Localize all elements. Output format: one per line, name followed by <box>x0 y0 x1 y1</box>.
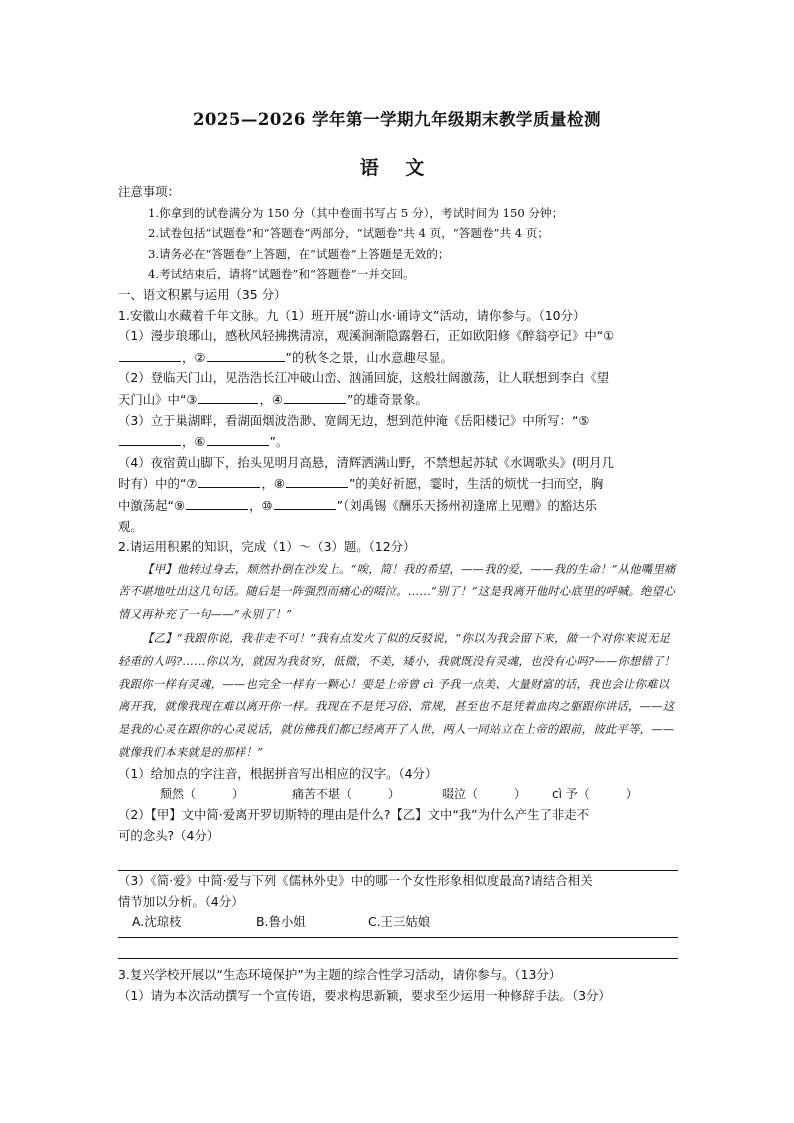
exam-title: 2025—2026 学年第一学期九年级期末教学质量检测 <box>192 110 602 129</box>
question-1-intro: 1.安徽山水藏着千年文脉。九（1）班开展“游山水·诵诗文”活动，请你参与。（10分） <box>118 307 586 323</box>
answer-blank[interactable] <box>198 389 258 404</box>
q1-part4-line3: 中激荡起“⑨ ，⑩ ”（刘禹锡《酬乐天扬州初逢席上见赠》的豁达乐 <box>118 495 678 517</box>
pinyin-item[interactable]: 痛苦不堪（ ） <box>292 787 401 802</box>
q3-sub1: （1）请为本次活动撰写一个宣传语，要求构思新颖，要求至少运用一种修辞手法。（3分） <box>118 987 611 1003</box>
answer-line[interactable] <box>118 938 678 959</box>
q1-part2-line1: （2）登临天门山，见浩浩长江冲破山峦、汹涌回旋，这般壮阔激荡，让人联想到李白《望 <box>118 370 610 386</box>
pinyin-item[interactable]: 颓然（ ） <box>160 787 245 802</box>
pinyin-item[interactable]: 啜泣（ ） <box>442 787 527 802</box>
passage-yi: 【乙】“我跟你说，我非走不可！”我有点发火了似的反驳说，“你以为我会留下来，做一个对你来说无足轻重的人吗?……你以为，就因为我贫穷，低微，不美，矮小，我就既没有灵魂，也没有心吗?——你想错了！我跟你一样有灵魂，——也完全一样有一颗心！要是上帝曾 cì 予我一点美、大量财富的话，我也会让你难以离开我，就像我现在难以离开你一样。我现在不是凭习俗、常规，甚至也不是凭着血肉之躯跟你讲话，——这是我的心灵在跟你的心灵说话，就仿佛我们都已经离开了人世，两人一同站立在上帝的跟前，彼此平等，——就像我们本来就是的那样！” <box>118 631 676 760</box>
option-c[interactable]: C.王三姑娘 <box>368 914 431 930</box>
q2-sub3-line2: 情节加以分析。（4分） <box>118 893 244 909</box>
option-a[interactable]: A.沈琼枝 <box>132 914 182 930</box>
passage-jia: 【甲】他转过身去，颓然扑倒在沙发上。“唉，简！我的希望，——我的爱，——我的生命！”从他嘴里痛苦不堪地吐出这几句话。随后是一阵强烈而痛心的啜泣。……“别了！”这是我离开他时心底里的呼喊。绝望心情又再补充了一句——“永别了！” <box>118 561 676 622</box>
q2-sub2-line2: 可的念头?（4分） <box>118 827 220 843</box>
q2-sub2-line1: （2）【甲】文中简·爱离开罗切斯特的理由是什么?【乙】文中“我”为什么产生了非走不 <box>118 807 590 823</box>
subject-title: 语 文 <box>359 157 435 179</box>
answer-blank[interactable] <box>207 431 269 446</box>
q2-sub1: （1）给加点的字注音，根据拼音写出相应的汉字。（4分） <box>118 765 438 781</box>
q1-part4-line4: 观。 <box>118 518 143 534</box>
answer-blank[interactable] <box>284 389 346 404</box>
note-item: 1.你拿到的试卷满分为 150 分（其中卷面书写占 5 分），考试时间为 150 分钟； <box>148 205 564 220</box>
answer-blank[interactable] <box>119 431 181 446</box>
question-2-intro: 2.请运用积累的知识，完成（1）～（3）题。（12分） <box>118 539 416 555</box>
answer-blank[interactable] <box>286 473 348 488</box>
answer-line[interactable] <box>118 848 678 871</box>
answer-blank[interactable] <box>274 495 336 510</box>
exam-content <box>118 182 678 1006</box>
q1-part4-line2: 时有）中的“⑦ ，⑧ ”的美好祈愿，霎时，生活的烦忧一扫而空，胸 <box>118 473 678 495</box>
q1-part1-line1: （1）漫步琅琊山，感秋风轻拂携清凉，观溪涧渐隐露磐石，正如欧阳修《醉翁亭记》中“① <box>118 328 615 344</box>
section-heading: 一、语文积累与运用（35 分） <box>118 286 287 302</box>
notes-heading: 注意事项： <box>118 184 180 199</box>
note-item: 3.请务必在“答题卷”上答题，在“试题卷”上答题是无效的； <box>148 246 450 261</box>
q1-part4-line1: （4）夜宿黄山脚下，抬头见明月高悬，清辉洒满山野，不禁想起苏轼《水调歌头》(明月几 <box>118 454 614 470</box>
answer-blank[interactable] <box>186 495 248 510</box>
q1-part3-line1: （3）立于巢湖畔，看湖面烟波浩渺、宽阔无边，想到范仲淹《岳阳楼记》中所写：“⑤ <box>118 412 590 428</box>
answer-blank[interactable] <box>119 347 181 362</box>
answer-blank[interactable] <box>198 473 260 488</box>
pinyin-row <box>118 784 678 805</box>
note-item: 4.考试结束后，请将“试题卷”和“答题卷”一并交回。 <box>148 267 415 282</box>
q2-sub3-line1: （3）《简·爱》中简·爱与下列《儒林外史》中的哪一个女性形象相似度最高?请结合相关 <box>118 873 593 889</box>
question-3-intro: 3.复兴学校开展以“生态环境保护”为主题的综合性学习活动，请你参与。（13分） <box>118 967 562 983</box>
q2-options <box>118 912 678 933</box>
option-b[interactable]: B.鲁小姐 <box>256 914 306 930</box>
q1-part1-line2: ，② ”的秋冬之景，山水意趣尽显。 <box>118 347 678 369</box>
note-item: 2.试卷包括“试题卷”和“答题卷”两部分，“试题卷”共 4 页，“答题卷”共 4 页； <box>148 226 550 241</box>
q1-part3-line2: ，⑥ ”。 <box>118 431 678 453</box>
q1-part2-line2: 天门山》中“③ ，④ ”的雄奇景象。 <box>118 389 678 411</box>
pinyin-item[interactable]: cì 予（ ） <box>552 787 638 802</box>
answer-blank[interactable] <box>207 347 285 362</box>
